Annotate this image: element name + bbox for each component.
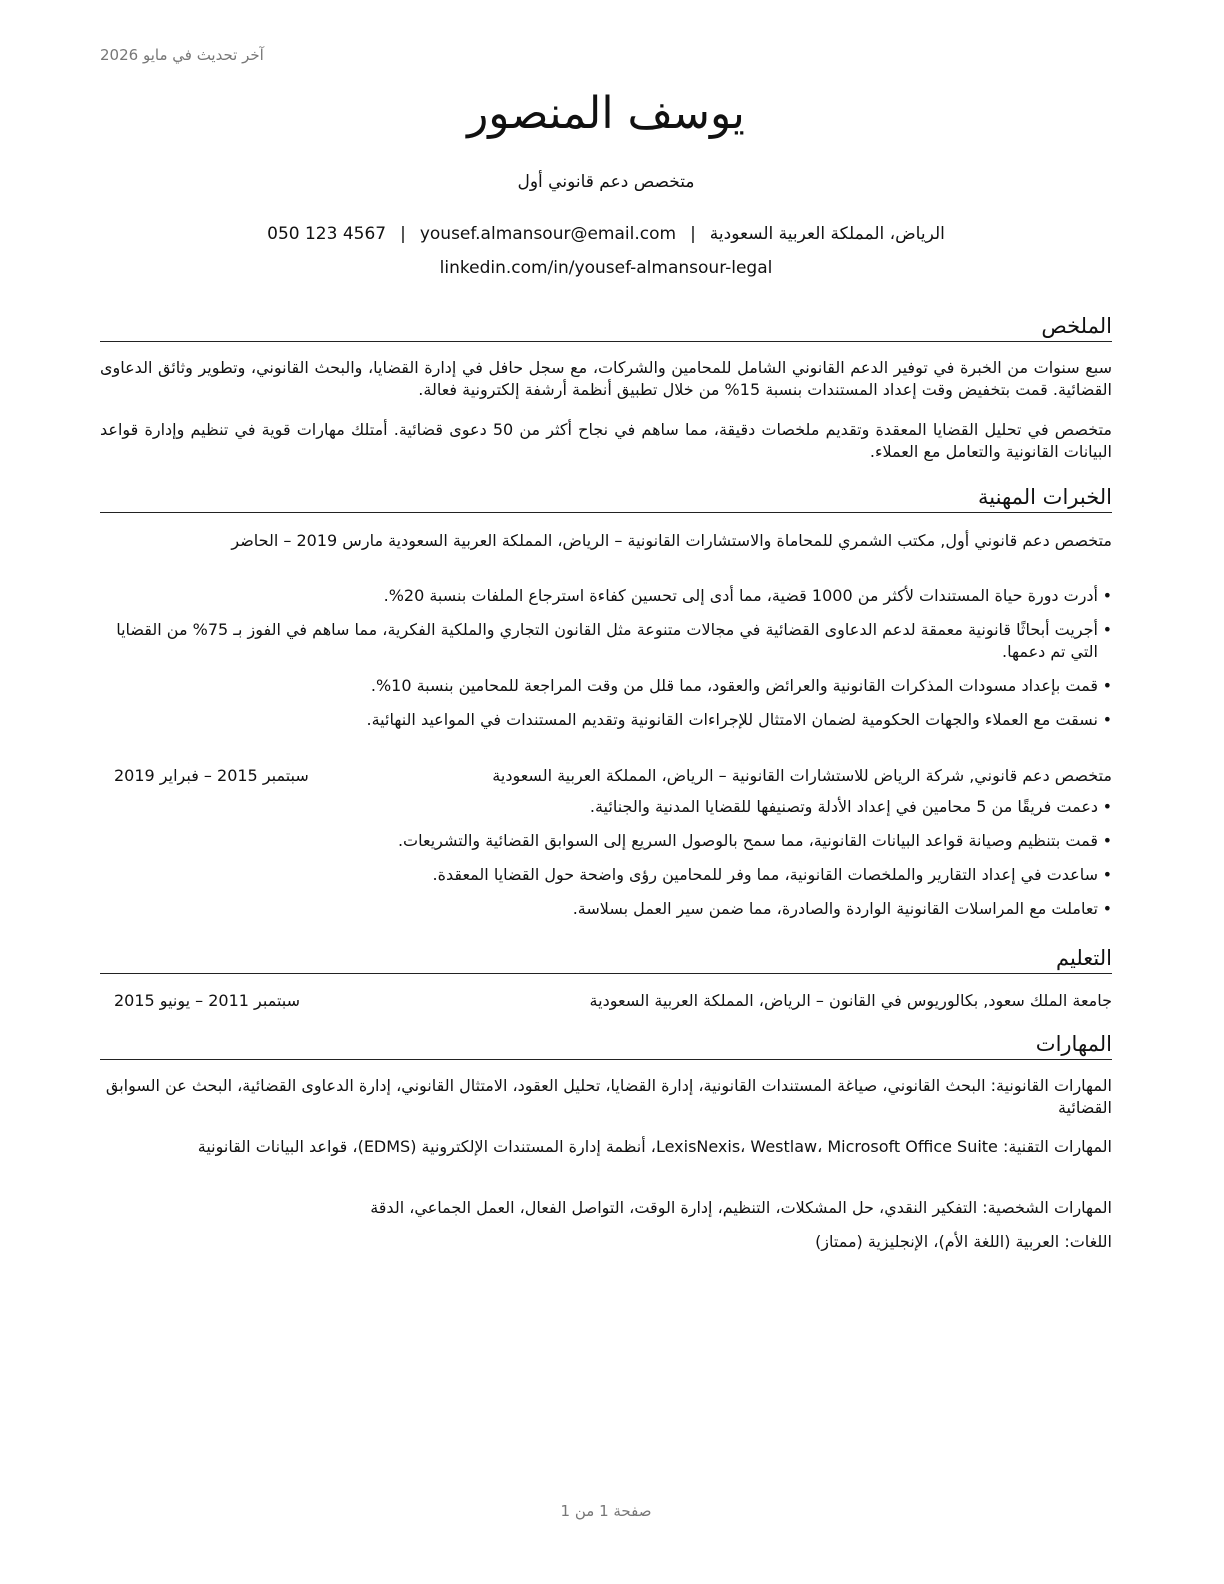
list-item: • قمت بإعداد مسودات المذكرات القانونية والعرائض والعقود، مما قلل من وقت المراجعة للمحامين بنسبة 10%. (100, 675, 1112, 697)
list-item: • أدرت دورة حياة المستندات لأكثر من 1000 قضية، مما أدى إلى تحسين كفاءة استرجاع الملفات بنسبة 20%. (100, 585, 1112, 607)
list-item: • تعاملت مع المراسلات القانونية الواردة والصادرة، مما ضمن سير العمل بسلاسة. (100, 898, 1112, 920)
job-dates: سبتمبر 2015 – فبراير 2019 (114, 766, 309, 785)
list-item: • ساعدت في إعداد التقارير والملخصات القانونية، مما وفر للمحامين رؤى واضحة حول القضايا المعقدة. (100, 864, 1112, 886)
section-title-summary: الملخص (100, 312, 1112, 342)
list-item: • أجريت أبحاثًا قانونية معمقة لدعم الدعاوى القضائية في مجالات متنوعة مثل القانون التجاري والملكية الفكرية، مما ساهم في الفوز بـ 75% من القضايا التي تم دعمها. (100, 619, 1112, 663)
list-item: • قمت بتنظيم وصيانة قواعد البيانات القانونية، مما سمح بالوصول السريع إلى السوابق القضائية والتشريعات. (100, 830, 1112, 852)
job-title-text: متخصص دعم قانوني أول, مكتب الشمري للمحاماة والاستشارات القانونية – الرياض، المملكة العربية السعودية مارس 2019 – الحاضر (231, 531, 1112, 550)
candidate-role: متخصص دعم قانوني أول (517, 172, 695, 192)
location: الرياض، المملكة العربية السعودية (709, 224, 945, 244)
email-link[interactable]: yousef.almansour@email.com (419, 224, 677, 244)
summary-paragraph: سبع سنوات من الخبرة في توفير الدعم القانوني الشامل للمحامين والشركات، مع سجل حافل في إدارة القضايا، والبحث القانوني، وتطوير وثائق الدعاوى القضائية. قمت بتخفيض وقت إعداد المستندات بنسبة 15% من خلال تطبيق أنظمة أرشفة إلكترونية فعالة. (100, 358, 1112, 399)
page-number: صفحة 1 من 1 (560, 1502, 652, 1520)
list-item: • نسقت مع العملاء والجهات الحكومية لضمان الامتثال للإجراءات القانونية وتقديم المستندات في المواعيد النهائية. (100, 709, 1112, 731)
skill-line: المهارات الشخصية: التفكير النقدي، حل المشكلات، التنظيم، إدارة الوقت، التواصل الفعال، العمل الجماعي، الدقة (370, 1198, 1112, 1217)
section-title-education: التعليم (100, 944, 1112, 974)
resume-page (100, 0, 1112, 1584)
candidate-name: يوسف المنصور (467, 88, 745, 139)
summary-paragraph: متخصص في تحليل القضايا المعقدة وتقديم ملخصات دقيقة، مما ساهم في نجاح أكثر من 50 دعوى قضائية. أمتلك مهارات قوية في تنظيم وإدارة قواعد البيانات القانونية والتعامل مع العملاء. (100, 420, 1112, 461)
education-heading (100, 990, 1112, 1012)
linkedin-link[interactable]: linkedin.com/in/yousef-almansour-legal (439, 258, 773, 278)
job-bullets (100, 796, 1112, 932)
section-title-experience: الخبرات المهنية (100, 483, 1112, 513)
phone-number: 050 123 4567 (267, 224, 387, 244)
separator: | (400, 224, 406, 244)
skill-line: اللغات: العربية (اللغة الأم)، الإنجليزية (ممتاز) (815, 1232, 1112, 1251)
job-heading (100, 765, 1112, 787)
education-dates: سبتمبر 2011 – يونيو 2015 (114, 991, 301, 1010)
list-item: • دعمت فريقًا من 5 محامين في إعداد الأدلة وتصنيفها للقضايا المدنية والجنائية. (100, 796, 1112, 818)
separator: | (690, 224, 696, 244)
skill-line: المهارات التقنية: LexisNexis، Westlaw، Microsoft Office Suite، أنظمة إدارة المستندات الإلكترونية (EDMS)، قواعد البيانات القانونية (197, 1137, 1112, 1156)
job-heading (100, 530, 1112, 552)
education-text: جامعة الملك سعود, بكالوريوس في القانون – الرياض، المملكة العربية السعودية (589, 991, 1112, 1010)
contact-line (100, 224, 1112, 244)
section-title-skills: المهارات (100, 1030, 1112, 1060)
job-bullets (100, 585, 1112, 743)
skill-line: المهارات القانونية: البحث القانوني، صياغة المستندات القانونية، إدارة القضايا، تحليل العقود، الامتثال القانوني، إدارة الدعاوى القضائية، البحث عن السوابق القضائية (105, 1076, 1112, 1117)
last-updated: آخر تحديث في مايو 2026 (100, 46, 264, 64)
job-title-text: متخصص دعم قانوني, شركة الرياض للاستشارات القانونية – الرياض، المملكة العربية السعودية (492, 766, 1112, 785)
